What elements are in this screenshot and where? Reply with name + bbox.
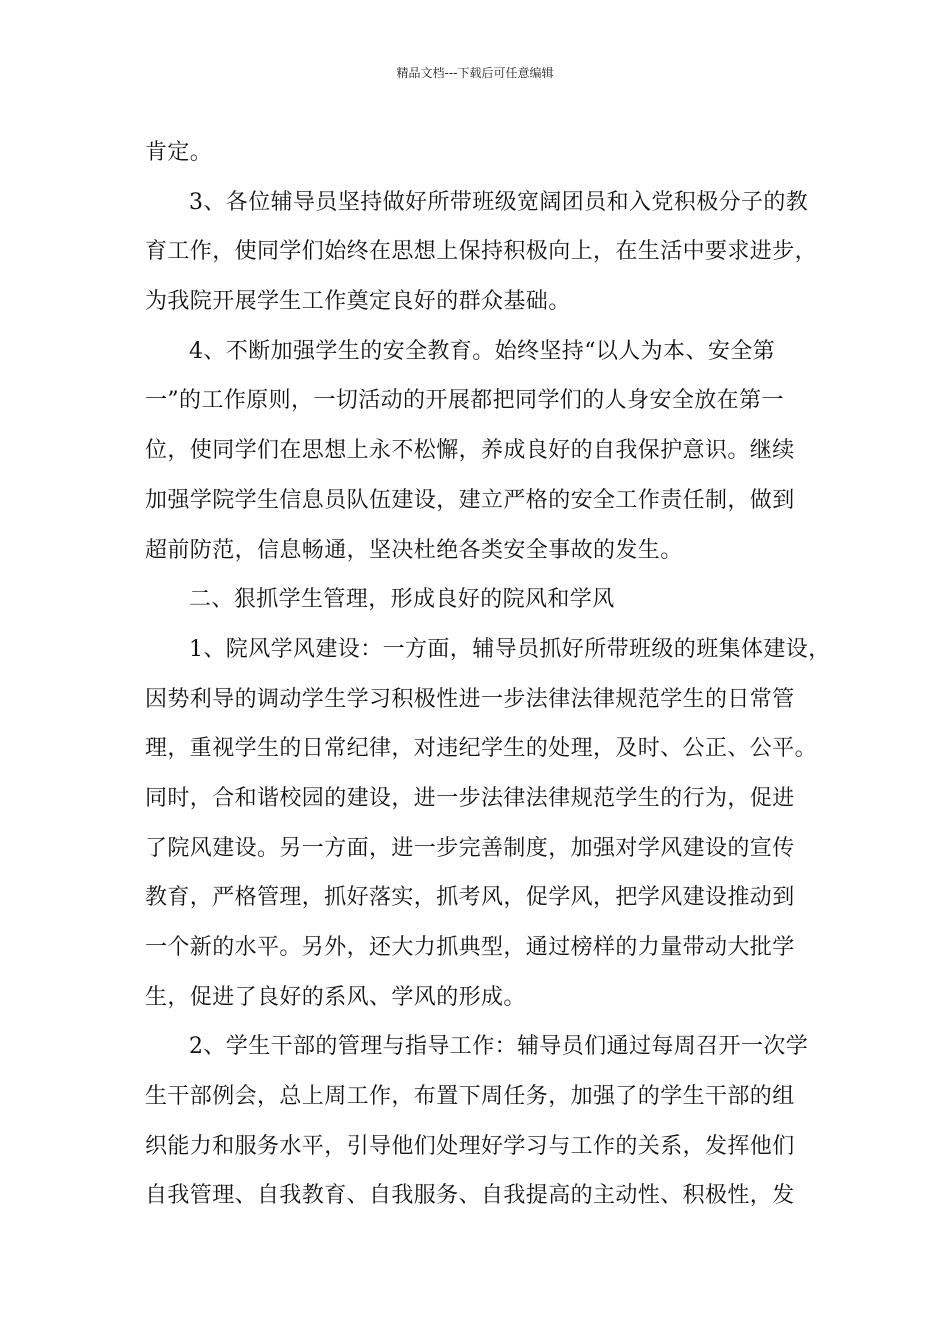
- text-line: 理，重视学生的日常纪律，对违纪学生的处理，及时、公正、公平。: [145, 736, 818, 762]
- text-line: 育工作，使同学们始终在思想上保持积极向上，在生活中要求进步，: [145, 239, 818, 265]
- text-line: 2、学生干部的管理与指导工作：辅导员们通过每周召开一次学: [189, 1034, 809, 1060]
- text-line: 加强学院学生信息员队伍建设，建立严格的安全工作责任制，做到: [145, 487, 795, 513]
- text-line: 肯定。: [145, 140, 213, 165]
- text-line: 一”的工作原则，一切活动的开展都把同学们的人身安全放在第一: [145, 388, 784, 414]
- text-line: 超前防范，信息畅通，坚决杜绝各类安全事故的发生。: [145, 537, 683, 563]
- text-line: 织能力和服务水平，引导他们处理好学习与工作的关系，发挥他们: [145, 1133, 795, 1159]
- text-line: 1、院风学风建设：一方面，辅导员抓好所带班级的班集体建设，: [189, 636, 831, 662]
- page-header: 精品文档---下载后可任意编辑: [396, 66, 554, 80]
- text-line: 因势利导的调动学生学习积极性进一步法律法律规范学生的日常管: [145, 686, 795, 712]
- text-line: 4、不断加强学生的安全教育。始终坚持“以人为本、安全第: [189, 338, 776, 364]
- text-line: 一个新的水平。另外，还大力抓典型，通过榜样的力量带动大批学: [145, 935, 795, 960]
- text-line: 同时，合和谐校园的建设，进一步法律法律规范学生的行为，促进: [145, 785, 795, 811]
- text-line: 生干部例会，总上周工作，布置下周任务，加强了的学生干部的组: [145, 1084, 795, 1110]
- text-line: 位，使同学们在思想上永不松懈，养成良好的自我保护意识。继续: [145, 438, 795, 464]
- section-heading: 二、狠抓学生管理，形成良好的院风和学风: [189, 587, 615, 613]
- text-line: 3、各位辅导员坚持做好所带班级宽阔团员和入党积极分子的教: [189, 189, 809, 215]
- text-line: 为我院开展学生工作奠定良好的群众基础。: [145, 289, 571, 315]
- text-line: 教育，严格管理，抓好落实，抓考风，促学风，把学风建设推动到: [145, 885, 795, 911]
- body-text: [145, 128, 831, 1221]
- text-line: 生，促进了良好的系风、学风的形成。: [145, 984, 526, 1010]
- text-line: 自我管理、自我教育、自我服务、自我提高的主动性、积极性，发: [145, 1183, 795, 1209]
- text-line: 了院风建设。另一方面，进一步完善制度，加强对学风建设的宣传: [145, 835, 795, 861]
